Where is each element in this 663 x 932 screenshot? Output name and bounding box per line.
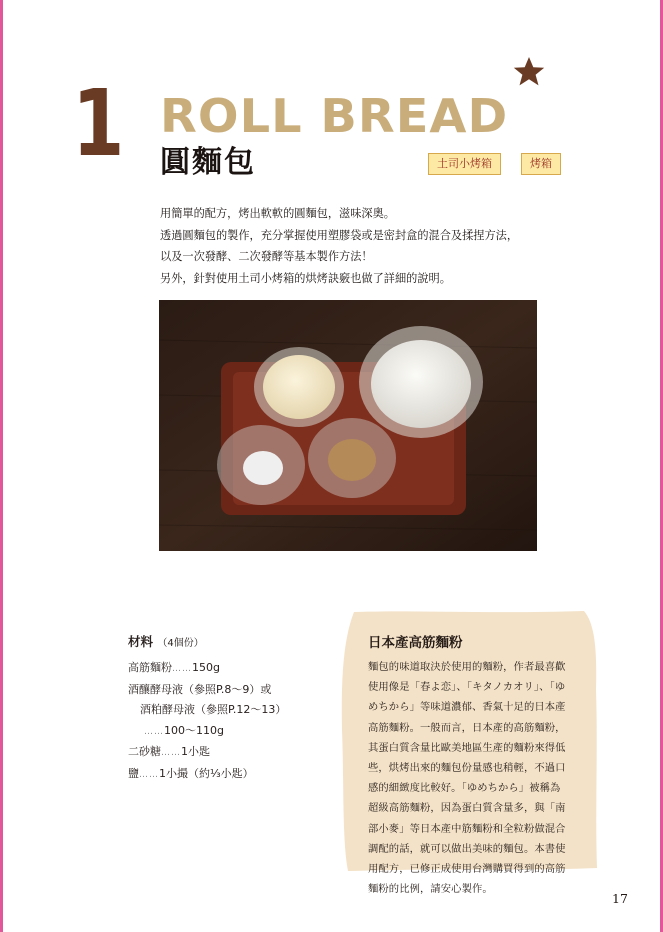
ingredient-name: 酒釀酵母液 (128, 682, 183, 696)
intro-text (160, 203, 570, 289)
note-line: めちから」等味道濃郁、香氣十足的日本產 (368, 701, 566, 714)
appliance-tags (428, 153, 561, 175)
recipe-title-english: ROLL BREAD (160, 89, 509, 143)
note-body (368, 657, 580, 899)
ingredients-serving: （4個份） (157, 638, 204, 649)
note-line: 感的細緻度比較好。「ゆめちから」被稱為 (368, 782, 561, 795)
recipe-title-chinese: 圓麵包 (160, 145, 256, 180)
ingredients-photo (159, 300, 537, 551)
ingredient-amount: （參照P.8～9）或 (183, 682, 272, 696)
note-title: 日本產高筋麵粉 (368, 635, 463, 651)
ingredient-name: 酒粕酵母液 (140, 703, 195, 716)
ingredient-name: 鹽 (128, 766, 139, 780)
ingredient-row (128, 764, 308, 786)
star-icon (513, 56, 545, 88)
ingredients-heading (128, 632, 308, 650)
leader-dots: …… (139, 769, 159, 780)
ingredients-list (128, 632, 308, 785)
recipe-number: 1 (72, 70, 123, 177)
note-line: 超級高筋麵粉，因為蛋白質含量多，與「南 (368, 802, 566, 815)
flour-note-box (340, 610, 598, 896)
intro-line: 以及一次發酵、二次發酵等基本製作方法！ (160, 250, 373, 263)
note-line: 其蛋白質含量比歐美地區生產的麵粉來得低 (368, 741, 566, 754)
ingredient-amount: （參照P.12～13） (195, 703, 287, 716)
tag-oven: 烤箱 (521, 153, 561, 175)
note-line: 麵包的味道取決於使用的麵粉，作者最喜歡 (368, 661, 566, 673)
ingredient-amount: 100～110g (164, 723, 224, 737)
ingredient-row (128, 721, 308, 743)
intro-line: 用簡單的配方，烤出軟軟的圓麵包，滋味深奧。 (160, 207, 395, 220)
ingredient-row (128, 658, 308, 680)
ingredient-row (128, 680, 308, 701)
ingredient-row (128, 700, 308, 721)
left-edge-stripe (0, 0, 3, 932)
ingredient-row (128, 742, 308, 764)
intro-line: 另外，針對使用土司小烤箱的烘烤訣竅也做了詳細的說明。 (160, 271, 451, 285)
note-line: 部小麥」等日本產中筋麵粉和全粒粉做混合 (368, 822, 566, 835)
page-number: 17 (612, 891, 628, 906)
note-line: 麵粉的比例，請安心製作。 (368, 883, 493, 896)
ingredient-amount: 1小匙 (181, 745, 210, 758)
note-line: 用配方，已修正成使用台灣購買得到的高筋 (368, 863, 566, 876)
ingredient-name: 二砂糖 (128, 745, 161, 758)
note-line: 些，烘烤出來的麵包份量感也稍輕，不過口 (368, 762, 566, 775)
note-line: 高筋麵粉。一般而言，日本產的高筋麵粉， (368, 721, 566, 734)
note-line: 使用像是「春よ恋」、「キタノカオリ」、「ゆ (368, 681, 566, 694)
intro-line: 透過圓麵包的製作，充分掌握使用塑膠袋或是密封盒的混合及揉捏方法， (160, 228, 519, 242)
tag-toaster-oven: 土司小烤箱 (428, 153, 501, 175)
leader-dots: …… (172, 664, 192, 674)
ingredient-amount: 1小撮（約⅓小匙） (159, 766, 254, 780)
note-line: 調配的話，就可以做出美味的麵包。本書使 (368, 842, 566, 855)
leader-dots: …… (161, 748, 181, 758)
ingredient-amount: 150g (192, 661, 220, 674)
ingredient-name: 高筋麵粉 (128, 661, 172, 674)
leader-dots: …… (144, 726, 164, 737)
ingredients-title: 材料 (128, 634, 154, 649)
